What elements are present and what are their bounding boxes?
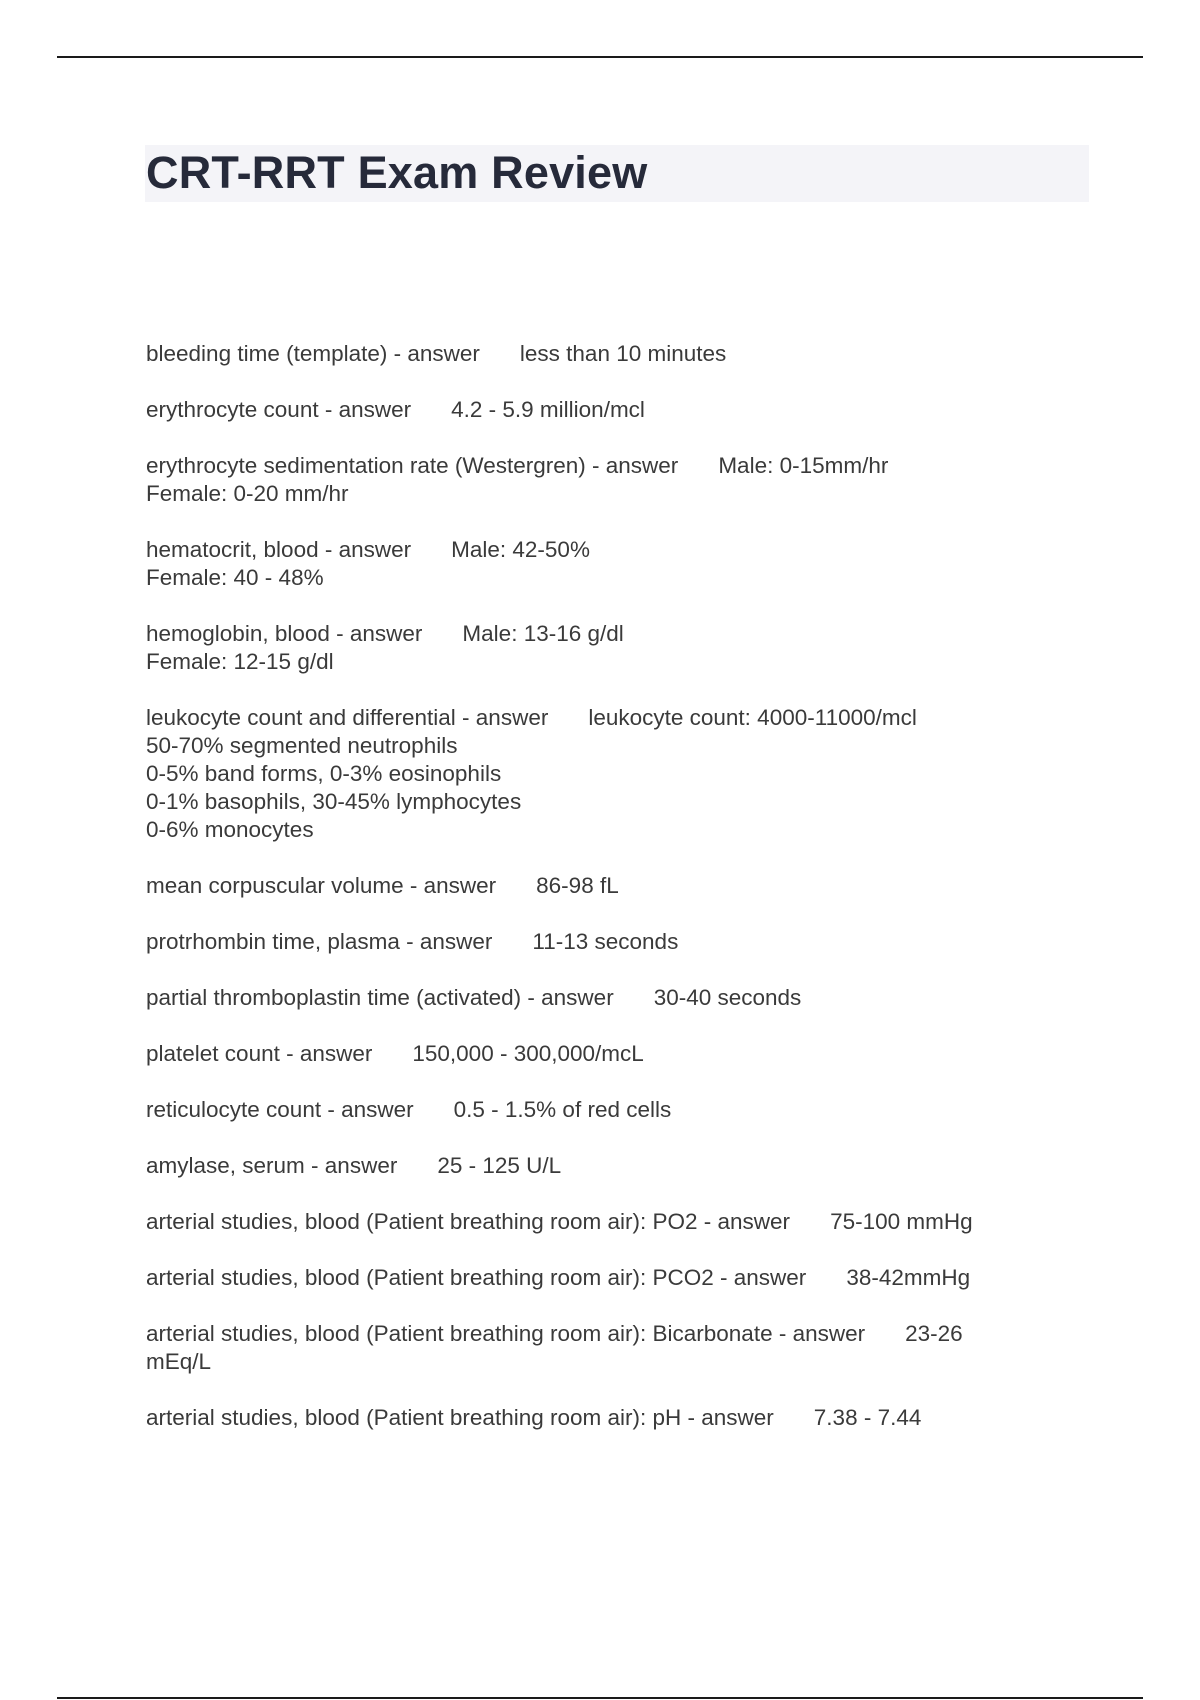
bottom-rule bbox=[57, 1697, 1143, 1699]
entry-question: amylase, serum - answer bbox=[146, 1153, 398, 1178]
entry-question: erythrocyte sedimentation rate (Westergren) - answer bbox=[146, 453, 679, 478]
entry-answer: Male: 0-15mm/hr bbox=[718, 453, 889, 478]
entry-answer: 30-40 seconds bbox=[653, 985, 802, 1010]
entry-answer: leukocyte count: 4000-11000/mcl bbox=[588, 705, 917, 730]
entry-question: platelet count - answer bbox=[146, 1041, 373, 1066]
entry-question: bleeding time (template) - answer bbox=[146, 341, 480, 366]
qa-list bbox=[146, 340, 1066, 1460]
qa-first-line bbox=[146, 1208, 1066, 1236]
qa-first-line bbox=[146, 536, 1066, 564]
entry-answer-line: 50-70% segmented neutrophils bbox=[146, 733, 458, 758]
entry-question: arterial studies, blood (Patient breathing room air): PCO2 - answer bbox=[146, 1265, 807, 1290]
entry-answer: 75-100 mmHg bbox=[830, 1209, 973, 1234]
qa-entry bbox=[146, 1096, 1066, 1124]
qa-entry bbox=[146, 1040, 1066, 1068]
qa-first-line bbox=[146, 1152, 1066, 1180]
qa-entry bbox=[146, 872, 1066, 900]
entry-question: arterial studies, blood (Patient breathing room air): Bicarbonate - answer bbox=[146, 1321, 866, 1346]
entry-answer: 150,000 - 300,000/mcL bbox=[412, 1041, 644, 1066]
entry-question: protrhombin time, plasma - answer bbox=[146, 929, 493, 954]
qa-first-line bbox=[146, 1040, 1066, 1068]
qa-entry bbox=[146, 704, 1066, 844]
qa-first-line bbox=[146, 1404, 1066, 1432]
qa-entry bbox=[146, 396, 1066, 424]
entry-question: arterial studies, blood (Patient breathing room air): pH - answer bbox=[146, 1405, 774, 1430]
qa-first-line bbox=[146, 620, 1066, 648]
qa-first-line bbox=[146, 1320, 1066, 1348]
entry-answer: 0.5 - 1.5% of red cells bbox=[453, 1097, 672, 1122]
entry-answer: 7.38 - 7.44 bbox=[813, 1405, 922, 1430]
entry-answer: 11-13 seconds bbox=[532, 929, 679, 954]
qa-entry bbox=[146, 1320, 1066, 1376]
entry-question: reticulocyte count - answer bbox=[146, 1097, 414, 1122]
entry-answer: 4.2 - 5.9 million/mcl bbox=[451, 397, 645, 422]
qa-first-line bbox=[146, 1264, 1066, 1292]
qa-first-line bbox=[146, 396, 1066, 424]
qa-first-line bbox=[146, 872, 1066, 900]
entry-answer: 86-98 fL bbox=[536, 873, 619, 898]
entry-answer-line: mEq/L bbox=[146, 1349, 212, 1374]
qa-entry bbox=[146, 928, 1066, 956]
entry-question: arterial studies, blood (Patient breathing room air): PO2 - answer bbox=[146, 1209, 791, 1234]
entry-answer-line: 0-5% band forms, 0-3% eosinophils bbox=[146, 761, 502, 786]
entry-answer: Male: 13-16 g/dl bbox=[462, 621, 624, 646]
entry-question: mean corpuscular volume - answer bbox=[146, 873, 497, 898]
entry-answer: 23-26 bbox=[905, 1321, 963, 1346]
qa-entry bbox=[146, 1264, 1066, 1292]
qa-first-line bbox=[146, 704, 1066, 732]
qa-entry bbox=[146, 452, 1066, 508]
entry-answer: less than 10 minutes bbox=[519, 341, 727, 366]
qa-entry bbox=[146, 1208, 1066, 1236]
qa-first-line bbox=[146, 452, 1066, 480]
entry-question: erythrocyte count - answer bbox=[146, 397, 412, 422]
qa-first-line bbox=[146, 928, 1066, 956]
entry-answer-line: 0-1% basophils, 30-45% lymphocytes bbox=[146, 789, 522, 814]
qa-first-line bbox=[146, 984, 1066, 1012]
qa-entry bbox=[146, 340, 1066, 368]
entry-answer-line: Female: 40 - 48% bbox=[146, 565, 324, 590]
qa-entry bbox=[146, 1404, 1066, 1432]
entry-answer-line: Female: 12-15 g/dl bbox=[146, 649, 334, 674]
qa-entry bbox=[146, 1152, 1066, 1180]
entry-question: hematocrit, blood - answer bbox=[146, 537, 412, 562]
qa-entry bbox=[146, 536, 1066, 592]
entry-question: partial thromboplastin time (activated) - answer bbox=[146, 985, 614, 1010]
entry-answer: 25 - 125 U/L bbox=[437, 1153, 562, 1178]
top-rule bbox=[57, 56, 1143, 58]
page-title: CRT-RRT Exam Review bbox=[146, 147, 648, 198]
entry-answer: Male: 42-50% bbox=[451, 537, 590, 562]
entry-question: leukocyte count and differential - answer bbox=[146, 705, 549, 730]
qa-entry bbox=[146, 620, 1066, 676]
entry-answer-line: Female: 0-20 mm/hr bbox=[146, 481, 349, 506]
qa-first-line bbox=[146, 340, 1066, 368]
entry-answer: 38-42mmHg bbox=[846, 1265, 971, 1290]
entry-answer-line: 0-6% monocytes bbox=[146, 817, 314, 842]
entry-question: hemoglobin, blood - answer bbox=[146, 621, 423, 646]
qa-first-line bbox=[146, 1096, 1066, 1124]
qa-entry bbox=[146, 984, 1066, 1012]
